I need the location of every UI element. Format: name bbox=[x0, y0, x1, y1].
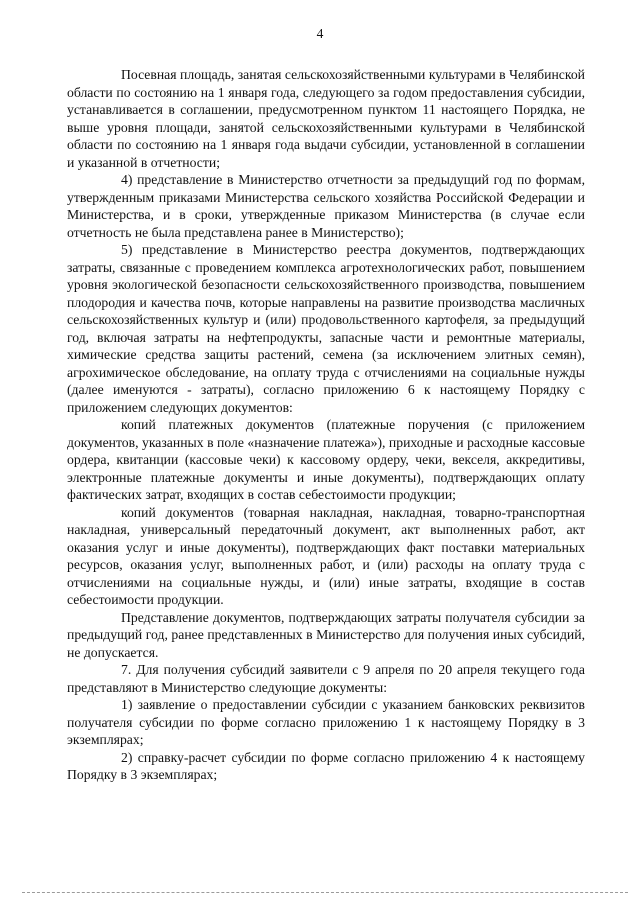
bottom-scan-rule bbox=[22, 892, 628, 893]
paragraph-clause-7: 7. Для получения субсидий заявители с 9 апреля по 20 апреля текущего года представляют в Министерство следующие документы: bbox=[67, 662, 585, 695]
document-body bbox=[67, 66, 585, 784]
paragraph-sown-area: Посевная площадь, занятая сельскохозяйственными культурами в Челябинской области по состоянию на 1 января года, следующего за годом предоставления субсидии, устанавливается в соглашении, предусмотренном пунктом 11 настоящего Порядка, не выше уровня площади, занятой сельскохозяйственными культурами в Челябинской области по состоянию на 1 января года выдачи субсидии, установленной в соглашении и указанной в отчетности; bbox=[67, 67, 585, 170]
paragraph-supply-documents: копий документов (товарная накладная, накладная, товарно-транспортная накладная, универсальный передаточный документ, акт выполненных работ, акт оказания услуг и иные документы), подтверждающих факт поставки материальных ресурсов, оказания услуг, выполненных работ, и (или) расходы на оплату труда с отчислениями на социальные нужды, и (или) иные затраты, входящие в состав себестоимости продукции. bbox=[67, 504, 585, 607]
paragraph-item-2-calculation: 2) справку-расчет субсидии по форме согласно приложению 4 к настоящему Порядку в 3 экземплярах; bbox=[67, 749, 585, 782]
page-number: 4 bbox=[316, 26, 324, 41]
paragraph-item-4-reporting: 4) представление в Министерство отчетности за предыдущий год по формам, утвержденным приказами Министерства сельского хозяйства Российской Федерации и Министерства, и в сроки, утвержденные приказом Министерства (в случае если отчетность не была представлена ранее в Министерство); bbox=[67, 172, 585, 240]
paragraph-payment-documents: копий платежных документов (платежные поручения (с приложением документов, указанных в поле «назначение платежа»), приходные и расходные кассовые ордера, квитанции (кассовые чеки) к кассовому ордеру, чеки, векселя, аккредитивы, электронные платежные документы и иные документы), подтверждающих оплату фактических затрат, входящих в состав себестоимости продукции; bbox=[67, 417, 585, 502]
paragraph-item-1-application: 1) заявление о предоставлении субсидии с указанием банковских реквизитов получателя субсидии по форме согласно приложению 1 к настоящему Порядку в 3 экземплярах; bbox=[67, 697, 585, 747]
paragraph-no-duplicate-submission: Представление документов, подтверждающих затраты получателя субсидии за предыдущий год, ранее представленных в Министерство для получения иных субсидий, не допускается. bbox=[67, 609, 585, 660]
paragraph-item-5-registry: 5) представление в Министерство реестра документов, подтверждающих затраты, связанные с проведением комплекса агротехнологических работ, повышением уровня экологической безопасности сельскохозяйственного производства, повышением плодородия и качества почв, которые направлены на развитие производства масличных сельскохозяйственных культур и (или) продовольственного картофеля, за предыдущий год, включая затраты на нефтепродукты, запасные части и ремонтные материалы, химические средства защиты растений, семена (за исключением элитных семян), агрохимическое обследование, на оплату труда с отчислениями на социальные нужды (далее именуются - затраты), согласно приложению 6 к настоящему Порядку с приложением следующих документов: bbox=[67, 242, 585, 415]
